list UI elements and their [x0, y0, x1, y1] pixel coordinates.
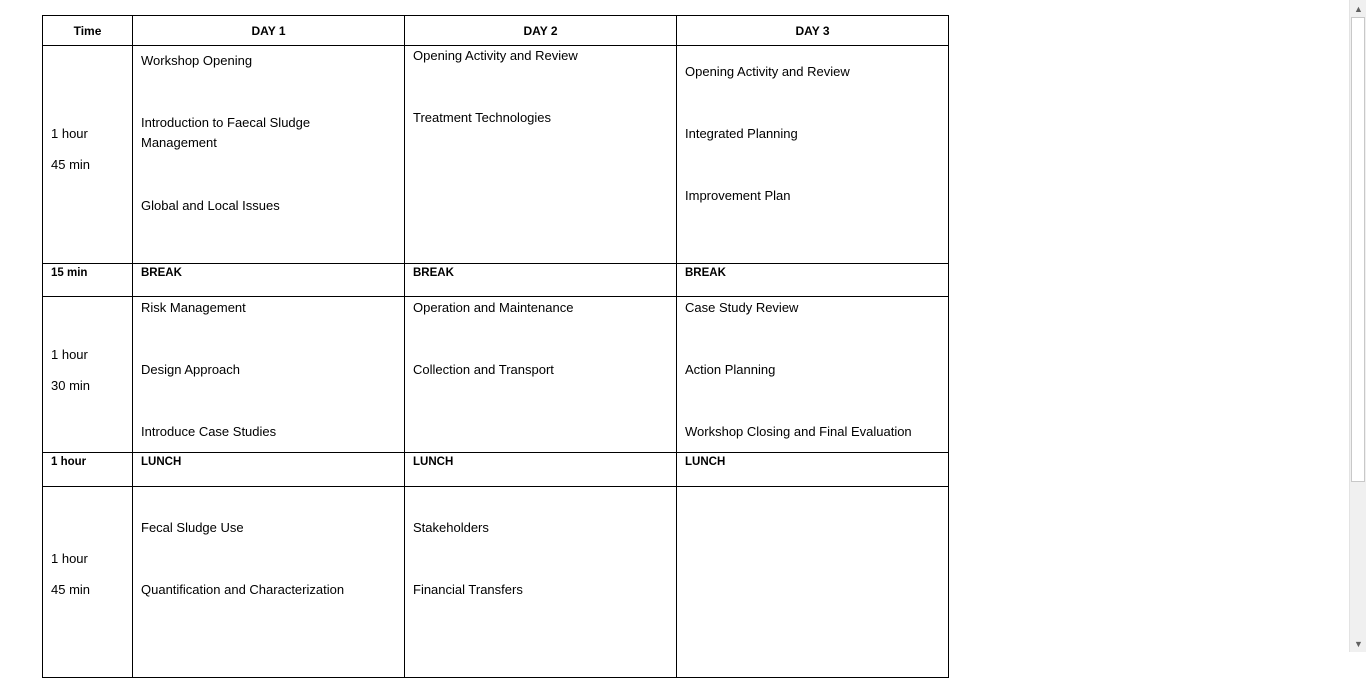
- time-cell: [43, 46, 133, 264]
- session-item: Global and Local Issues: [141, 198, 280, 213]
- session-row-1: [43, 46, 949, 264]
- day2-cell: [405, 46, 677, 264]
- session-item: Quantification and Characterization: [141, 582, 345, 597]
- lunch-day3: LUNCH: [677, 453, 949, 487]
- break-day2: BREAK: [405, 264, 677, 297]
- break-time: 15 min: [43, 264, 133, 297]
- day1-cell: [133, 297, 405, 453]
- header-row: [43, 16, 949, 46]
- session-item: Workshop Opening: [141, 53, 253, 68]
- session-item: Action Planning: [685, 362, 776, 377]
- day3-cell: [677, 46, 949, 264]
- time-cell: [43, 487, 133, 678]
- lunch-day1: LUNCH: [133, 453, 405, 487]
- session-item: Opening Activity and Review: [413, 48, 578, 63]
- session-item: Opening Activity and Review: [685, 64, 850, 79]
- session-item: Collection and Transport: [413, 362, 554, 377]
- day2-cell: [405, 487, 677, 678]
- schedule-table: [42, 15, 949, 678]
- break-row: [43, 264, 949, 297]
- session-item: Fecal Sludge Use: [141, 520, 244, 535]
- break-day3: BREAK: [677, 264, 949, 297]
- break-day1: BREAK: [133, 264, 405, 297]
- day1-cell: [133, 487, 405, 678]
- day3-cell: [677, 487, 949, 678]
- session-item: Design Approach: [141, 362, 241, 377]
- header-day1: DAY 1: [133, 16, 405, 46]
- header-day3: DAY 3: [677, 16, 949, 46]
- session-item: Workshop Closing and Final Evaluation: [685, 424, 912, 439]
- arrow-up-icon[interactable]: ▲: [1351, 1, 1366, 16]
- session-item: Introduce Case Studies: [141, 424, 277, 439]
- lunch-row: [43, 453, 949, 487]
- lunch-day2: LUNCH: [405, 453, 677, 487]
- time-minutes: 45 min: [51, 582, 91, 597]
- time-hours: 1 hour: [51, 126, 88, 141]
- session-item: Integrated Planning: [685, 126, 798, 141]
- session-item: Introduction to Faecal Sludge Management: [141, 115, 311, 150]
- arrow-down-icon[interactable]: ▼: [1351, 636, 1366, 651]
- scrollbar-thumb[interactable]: [1351, 17, 1365, 482]
- lunch-time: 1 hour: [43, 453, 133, 487]
- time-hours: 1 hour: [51, 551, 88, 566]
- day1-cell: [133, 46, 405, 264]
- session-item: Improvement Plan: [685, 188, 791, 203]
- header-day2: DAY 2: [405, 16, 677, 46]
- session-item: Treatment Technologies: [413, 110, 552, 125]
- vertical-scrollbar[interactable]: [1349, 0, 1366, 652]
- time-minutes: 45 min: [51, 157, 91, 172]
- time-minutes: 30 min: [51, 378, 91, 393]
- session-row-2: [43, 297, 949, 453]
- day3-cell: [677, 297, 949, 453]
- session-row-3: [43, 487, 949, 678]
- session-item: Case Study Review: [685, 300, 799, 315]
- session-item: Operation and Maintenance: [413, 300, 574, 315]
- session-item: Financial Transfers: [413, 582, 523, 597]
- time-hours: 1 hour: [51, 347, 88, 362]
- time-cell: [43, 297, 133, 453]
- header-time: Time: [43, 16, 133, 46]
- session-item: Stakeholders: [413, 520, 489, 535]
- day2-cell: [405, 297, 677, 453]
- session-item: Risk Management: [141, 300, 246, 315]
